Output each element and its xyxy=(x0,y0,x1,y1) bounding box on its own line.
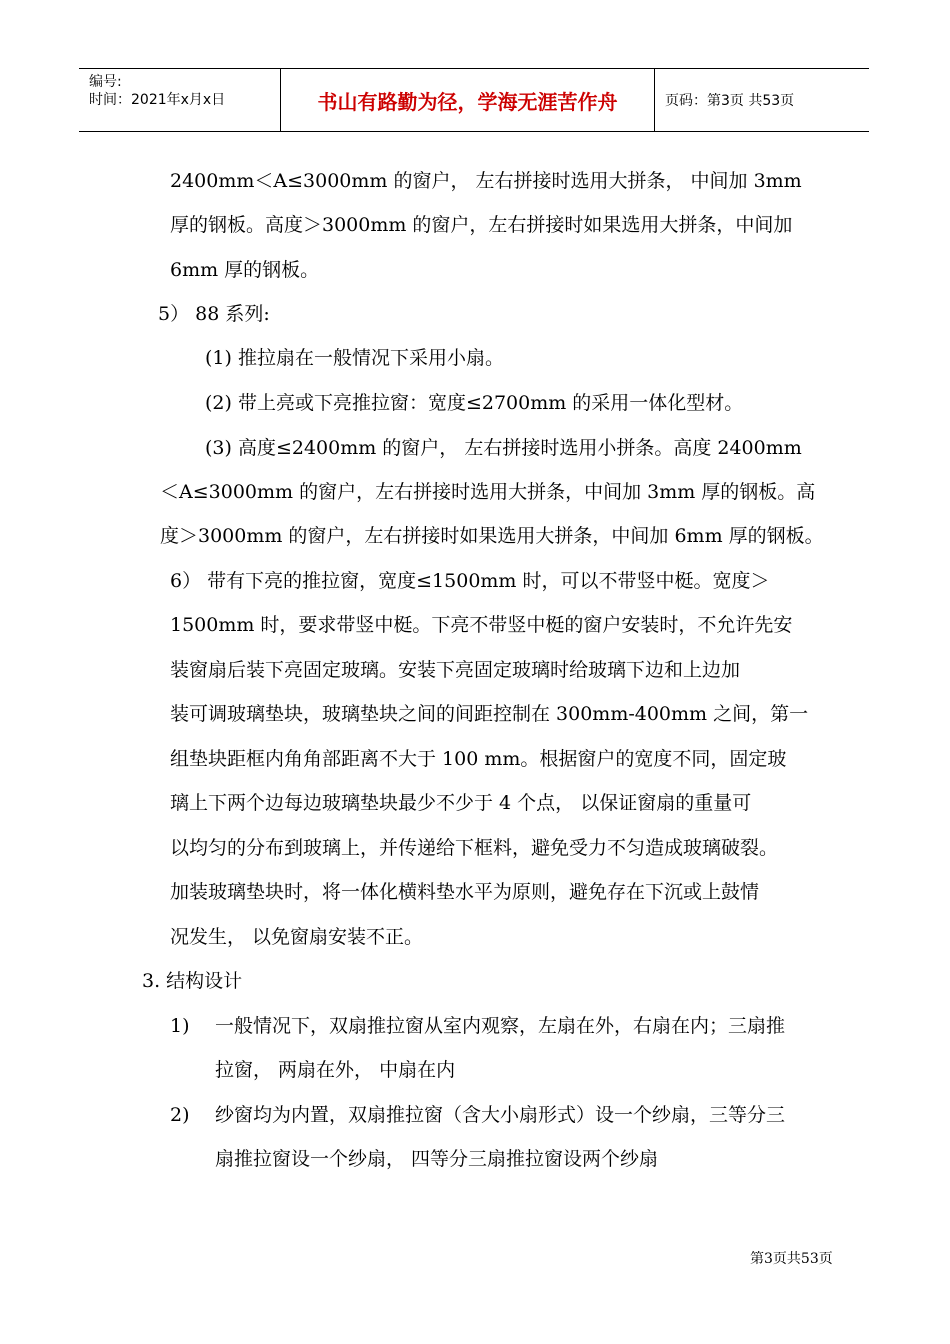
text-line: 拉窗， 两扇在外， 中扇在内 xyxy=(215,1059,456,1081)
text-line: 1500mm 时，要求带竖中梃。下亮不带竖中梃的窗户安装时，不允许先安 xyxy=(170,614,793,636)
text-line: ＜A≤3000mm 的窗户，左右拼接时选用大拼条，中间加 3mm 厚的钢板。高 xyxy=(160,481,816,503)
header-meta xyxy=(89,73,225,109)
header-motto: 书山有路勤为径，学海无涯苦作舟 xyxy=(317,89,618,114)
number-label: 编号: xyxy=(89,74,122,90)
list-number: 2) xyxy=(170,1104,190,1126)
text-line: 6mm 厚的钢板。 xyxy=(170,259,320,281)
header-page-number: 页码：第3页 共53页 xyxy=(665,93,795,109)
text-line: 组垫块距框内角角部距离不大于 100 mm。根据窗户的宽度不同，固定玻 xyxy=(170,748,787,770)
text-line: 纱窗均为内置，双扇推拉窗（含大小扇形式）设一个纱扇，三等分三 xyxy=(215,1104,786,1126)
text-line: (2) 带上亮或下亮推拉窗：宽度≤2700mm 的采用一体化型材。 xyxy=(205,392,744,414)
text-line: 扇推拉窗设一个纱扇， 四等分三扇推拉窗设两个纱扇 xyxy=(215,1148,659,1170)
section-heading: 3. 结构设计 xyxy=(142,970,243,992)
section-heading: 5） 88 系列: xyxy=(158,303,270,325)
text-line: 厚的钢板。高度＞3000mm 的窗户，左右拼接时如果选用大拼条，中间加 xyxy=(170,214,793,236)
text-line: 璃上下两个边每边玻璃垫块最少不少于 4 个点， 以保证窗扇的重量可 xyxy=(170,792,752,814)
time-label: 时间：2021年x月x日 xyxy=(89,92,226,108)
text-line: 加装玻璃垫块时，将一体化横料垫水平为原则，避免存在下沉或上鼓情 xyxy=(170,881,760,903)
footer-page-number: 第3页共53页 xyxy=(750,1251,833,1267)
text-line: 2400mm＜A≤3000mm 的窗户， 左右拼接时选用大拼条， 中间加 3mm xyxy=(170,170,802,192)
text-line: 装可调玻璃垫块，玻璃垫块之间的间距控制在 300mm-400mm 之间，第一 xyxy=(170,703,809,725)
text-line: 装窗扇后装下亮固定玻璃。安装下亮固定玻璃时给玻璃下边和上边加 xyxy=(170,659,741,681)
text-line: (1) 推拉扇在一般情况下采用小扇。 xyxy=(205,347,504,369)
page-header xyxy=(79,68,869,132)
text-line: 以均匀的分布到玻璃上，并传递给下框料，避免受力不匀造成玻璃破裂。 xyxy=(170,837,779,859)
list-number: 1) xyxy=(170,1015,190,1037)
header-divider xyxy=(654,69,655,131)
text-line: (3) 高度≤2400mm 的窗户， 左右拼接时选用小拼条。高度 2400mm xyxy=(205,437,802,459)
text-line: 度＞3000mm 的窗户，左右拼接时如果选用大拼条，中间加 6mm 厚的钢板。 xyxy=(160,525,824,547)
section-heading: 6） 带有下亮的推拉窗，宽度≤1500mm 时，可以不带竖中梃。宽度＞ xyxy=(170,570,770,592)
text-line: 一般情况下，双扇推拉窗从室内观察，左扇在外，右扇在内；三扇推 xyxy=(215,1015,786,1037)
text-line: 况发生， 以免窗扇安装不正。 xyxy=(170,926,424,948)
